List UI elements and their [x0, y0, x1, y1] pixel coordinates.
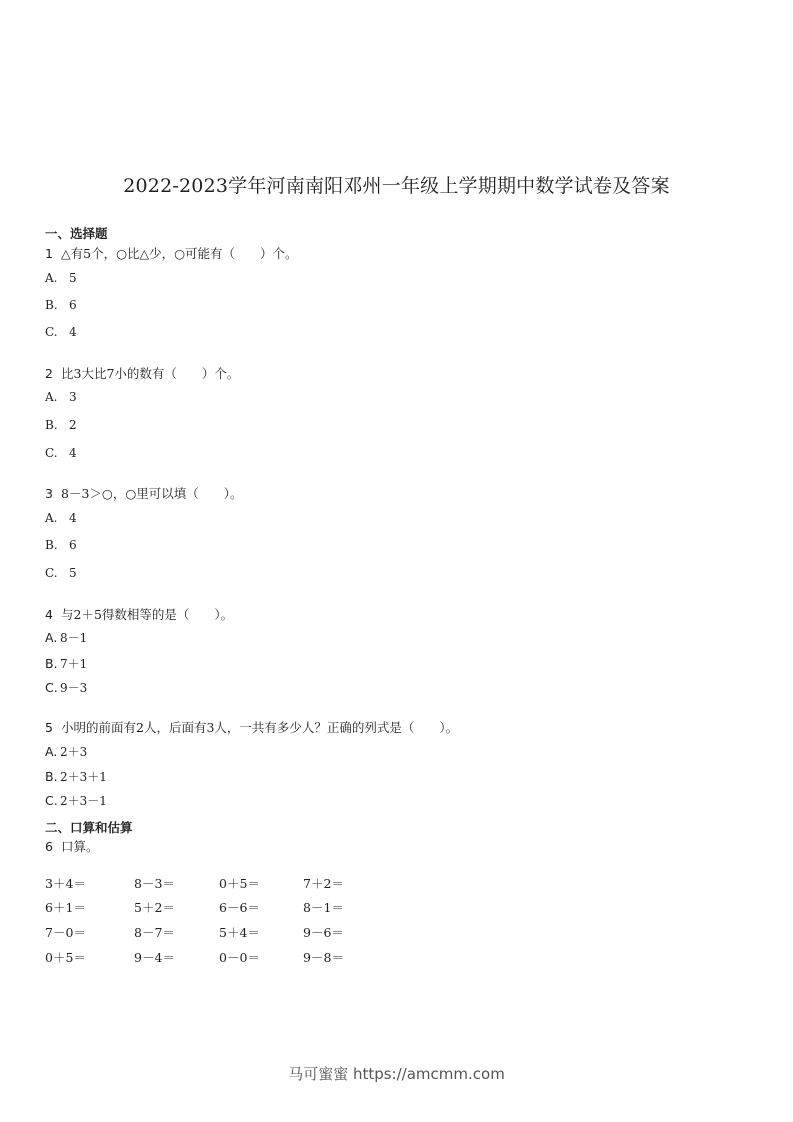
option-text: 2＋3＋1	[60, 770, 107, 784]
question-6	[45, 837, 99, 855]
option-letter: A.	[45, 390, 58, 404]
option-letter: C.	[45, 446, 58, 460]
option-text: 9－3	[60, 681, 88, 695]
option-text: 6	[69, 298, 77, 312]
option-letter: A.	[45, 511, 58, 525]
option-5b	[45, 768, 107, 785]
option-letter: C.	[45, 566, 58, 580]
calc-row-1	[45, 874, 445, 890]
option-5a	[45, 743, 87, 760]
calc-item: 7＋2＝	[303, 876, 344, 891]
option-3a	[45, 511, 77, 525]
question-text: △有5个，○比△少，○可能有（ ）个。	[61, 246, 298, 261]
option-text: 4	[69, 325, 77, 339]
calc-item: 5＋4＝	[219, 925, 260, 940]
calc-item: 3＋4＝	[45, 876, 86, 891]
calc-item: 9－4＝	[134, 950, 175, 965]
question-5	[45, 718, 458, 736]
calc-item: 9－6＝	[303, 925, 344, 940]
calc-row-4	[45, 948, 445, 964]
calc-item: 0＋5＝	[219, 876, 260, 891]
option-2c	[45, 446, 77, 460]
option-text: 5	[69, 271, 77, 285]
option-4a	[45, 629, 87, 646]
calc-item: 6＋1＝	[45, 900, 86, 915]
option-letter: B.	[45, 298, 58, 312]
calc-item: 8－7＝	[134, 925, 175, 940]
option-text: 8－1	[60, 631, 88, 645]
option-text: 2＋3－1	[60, 794, 107, 808]
question-text: 口算。	[61, 839, 99, 854]
option-3b	[45, 538, 77, 552]
calc-item: 7－0＝	[45, 925, 86, 940]
question-number: 3	[45, 486, 53, 501]
calc-item: 8－1＝	[303, 900, 344, 915]
calc-row-2	[45, 898, 445, 914]
option-5c	[45, 792, 107, 809]
page-title: 2022-2023学年河南南阳邓州一年级上学期期中数学试卷及答案	[123, 175, 670, 197]
option-text: 2	[69, 418, 77, 432]
option-letter: C.	[45, 680, 58, 695]
option-letter: B.	[45, 418, 58, 432]
calc-item: 0＋5＝	[45, 950, 86, 965]
question-1	[45, 244, 298, 262]
option-letter: A.	[45, 271, 58, 285]
option-text: 4	[69, 511, 77, 525]
option-letter: C.	[45, 793, 58, 808]
option-letter: A.	[45, 744, 58, 759]
option-1a	[45, 271, 77, 285]
calc-item: 6－6＝	[219, 900, 260, 915]
footer-watermark: 马可蜜蜜 https://amcmm.com	[288, 1065, 505, 1083]
option-letter: A.	[45, 630, 58, 645]
calc-item: 9－8＝	[303, 950, 344, 965]
question-4	[45, 605, 233, 623]
section-heading-choice: 一、选择题	[45, 226, 108, 241]
calc-item: 8－3＝	[134, 876, 175, 891]
question-3	[45, 484, 242, 502]
calc-item: 5＋2＝	[134, 900, 175, 915]
option-2b	[45, 418, 77, 432]
question-number: 4	[45, 607, 53, 622]
option-1c	[45, 325, 77, 339]
question-text: 与2＋5得数相等的是（ ）。	[61, 607, 234, 622]
question-number: 1	[45, 246, 53, 261]
option-text: 3	[69, 390, 77, 404]
calc-item: 0－0＝	[219, 950, 260, 965]
option-letter: B.	[45, 769, 58, 784]
option-text: 7＋1	[60, 657, 88, 671]
option-1b	[45, 298, 77, 312]
question-text: 8－3＞○，○里可以填（ ）。	[61, 486, 243, 501]
section-heading-mental-math: 二、口算和估算	[45, 820, 133, 835]
option-text: 6	[69, 538, 77, 552]
question-text: 比3大比7小的数有（ ）个。	[61, 366, 240, 381]
option-2a	[45, 390, 77, 404]
question-number: 5	[45, 720, 53, 735]
option-letter: B.	[45, 656, 58, 671]
option-text: 2＋3	[60, 745, 88, 759]
question-number: 6	[45, 839, 53, 854]
option-4b	[45, 655, 87, 672]
question-number: 2	[45, 366, 53, 381]
calc-row-3	[45, 923, 445, 939]
option-text: 4	[69, 446, 77, 460]
option-3c	[45, 566, 77, 580]
question-2	[45, 364, 239, 382]
option-letter: B.	[45, 538, 58, 552]
question-text: 小明的前面有2人，后面有3人，一共有多少人？正确的列式是（ ）。	[61, 720, 459, 735]
option-letter: C.	[45, 325, 58, 339]
option-4c	[45, 679, 87, 696]
option-text: 5	[69, 566, 77, 580]
